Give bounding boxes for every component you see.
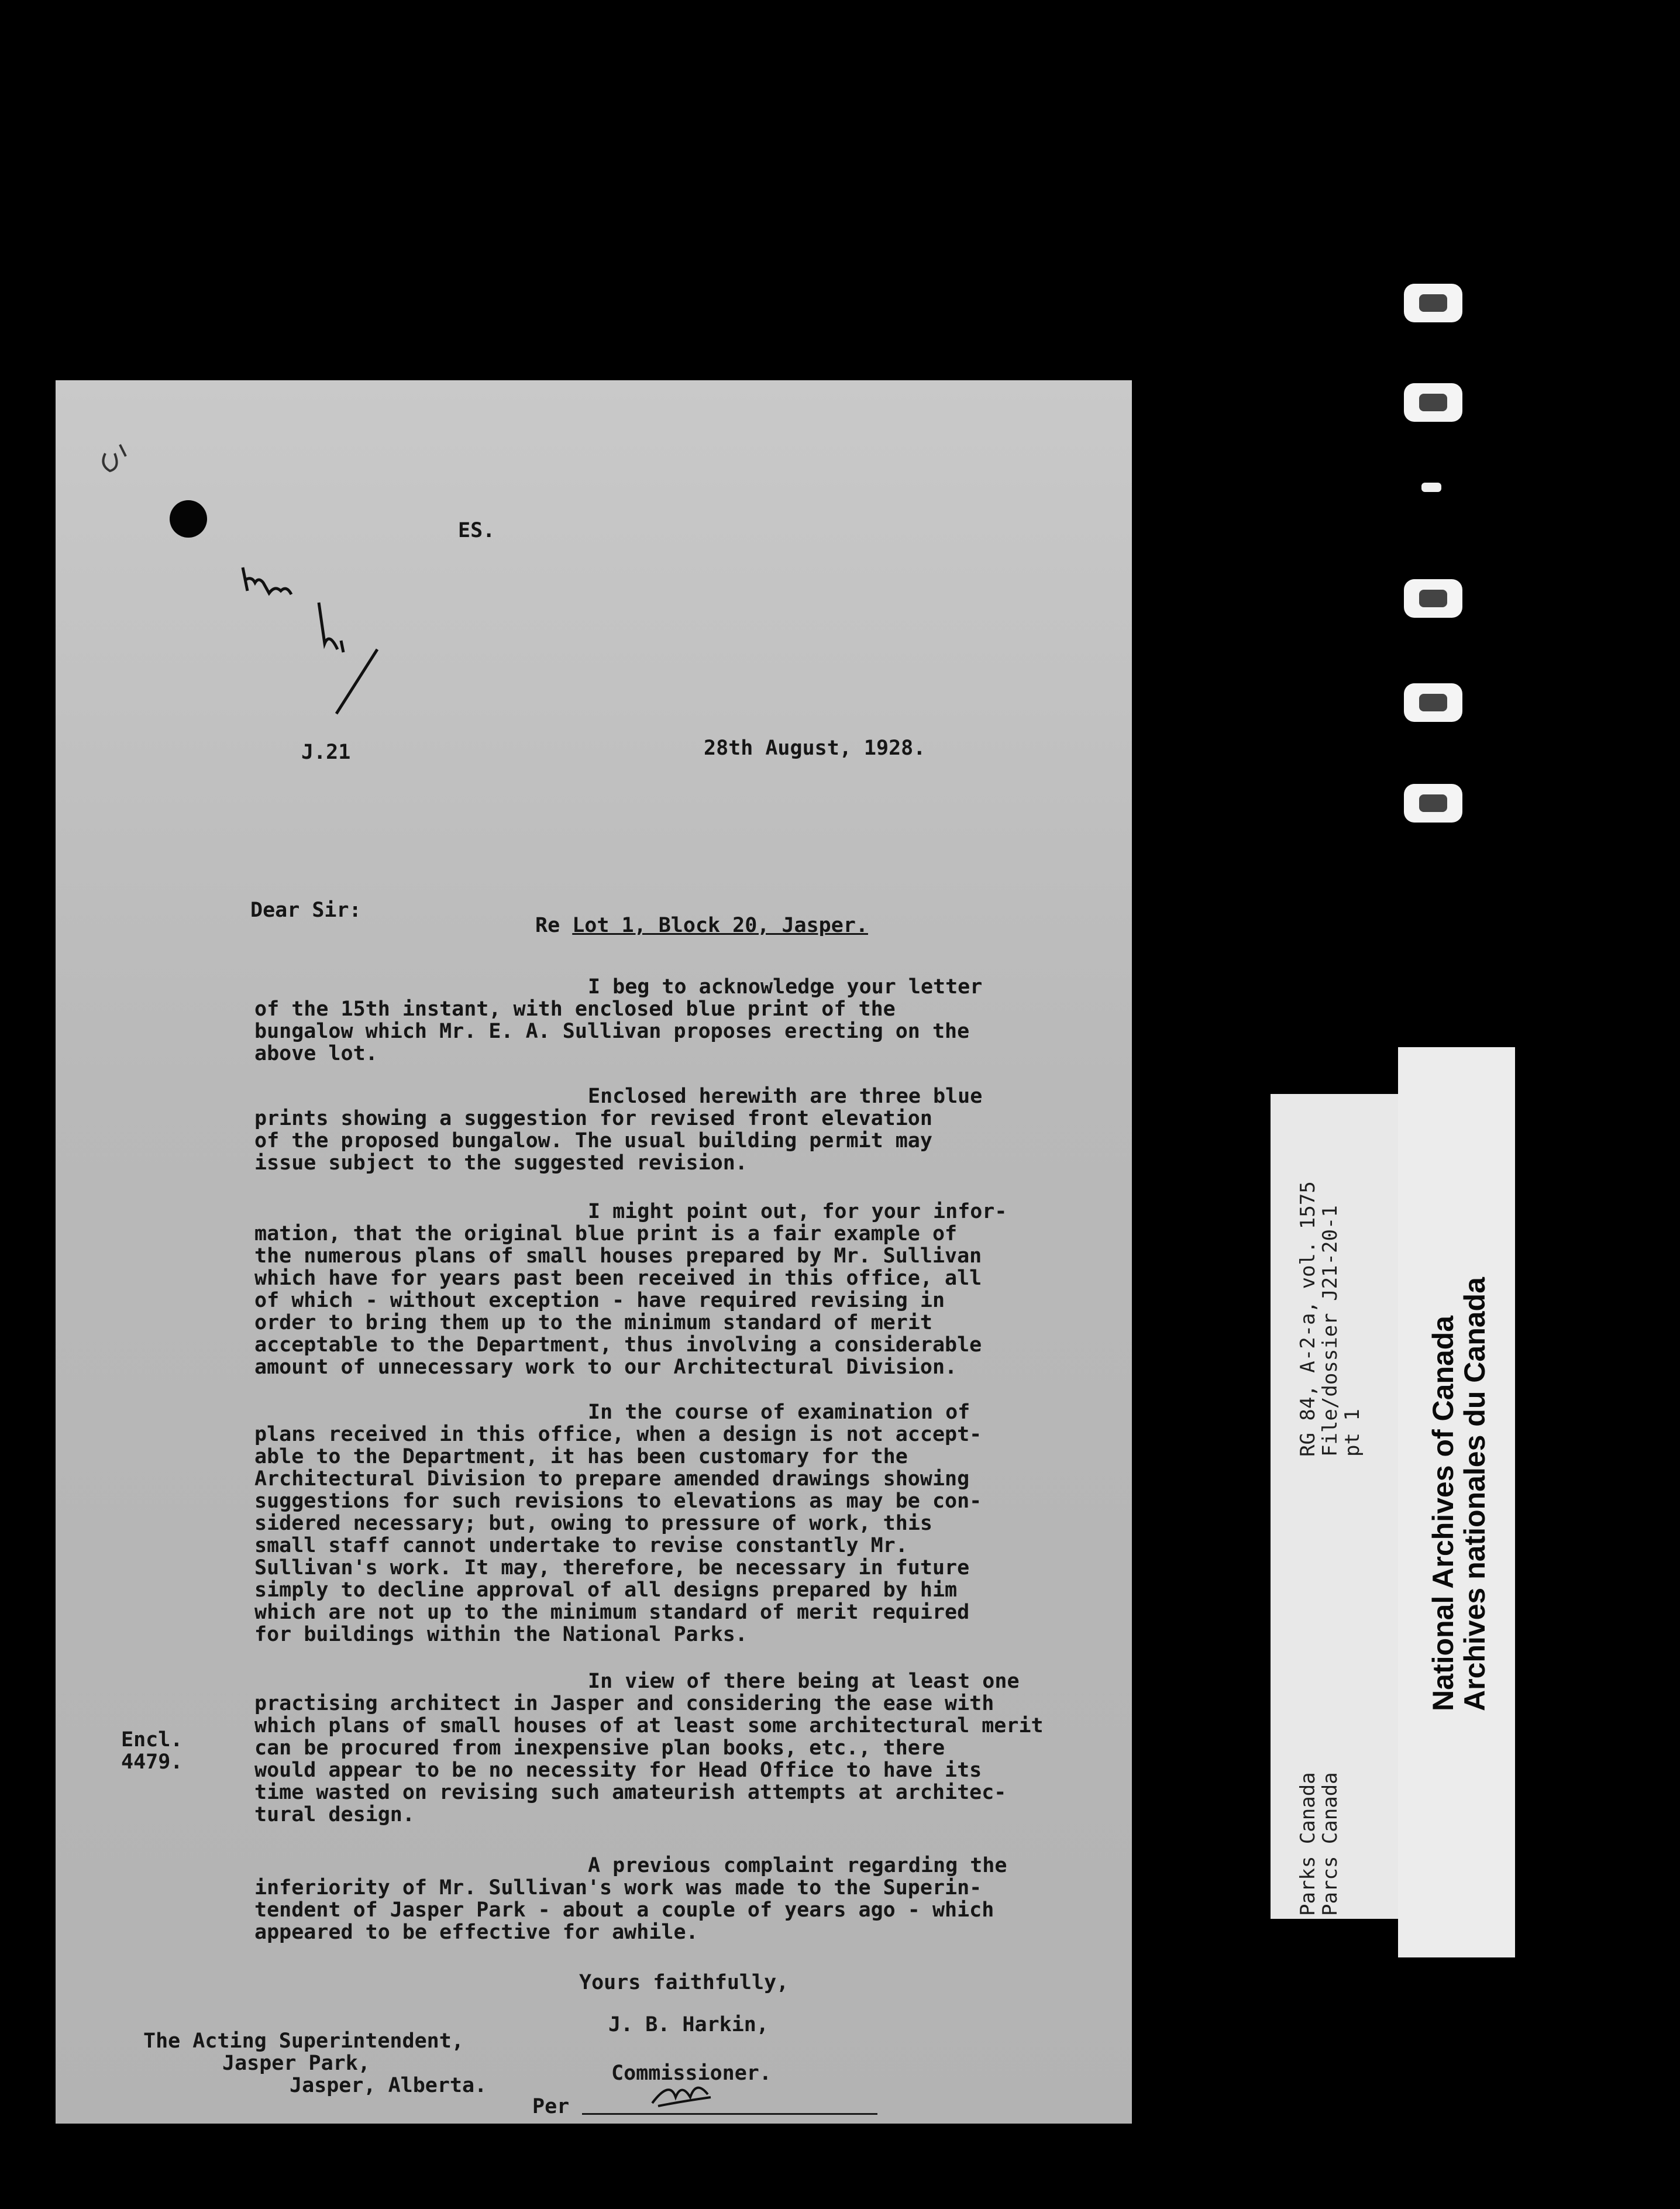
salutation: Dear Sir: bbox=[250, 899, 362, 922]
handwritten-annotations bbox=[56, 380, 465, 790]
paragraph-1: I beg to acknowledge your letter of the 15th instant, with enclosed blue print of the bungalow which Mr. E. A. Sullivan proposes erecting on the above lot. bbox=[254, 975, 983, 1065]
paragraph-2: Enclosed herewith are three blue prints showing a suggestion for revised front elevation of the proposed bungalow. The usual building permit may issue subject to the suggested revision. bbox=[254, 1085, 983, 1175]
letter-date: 28th August, 1928. bbox=[704, 737, 926, 760]
typist-initials: ES. bbox=[458, 519, 495, 542]
film-marker bbox=[1404, 579, 1462, 618]
paragraph-3: I might point out, for your infor- mation, that the original blue print is a fair example of the numerous plans of small houses prepared by Mr. Sullivan which have for years past been received in this office, all of which - without exception - have required revising in order to bring them up to the minimum standard of merit acceptable to the Department, thus involving a considerable amount of unnecessary work to our Architectural Division. bbox=[254, 1200, 1007, 1379]
archive-reference: RG 84, A-2-a, vol. 1575 File/dossier J21-20-1 pt 1 bbox=[1296, 1181, 1364, 1457]
archive-institution: National Archives of Canada Archives nationales du Canada bbox=[1427, 1277, 1491, 1711]
subject-line bbox=[535, 914, 868, 937]
film-marker bbox=[1404, 284, 1462, 322]
enclosure-note: Encl. 4479. bbox=[121, 1728, 183, 1774]
film-marker bbox=[1404, 383, 1462, 422]
addressee-block: The Acting Superintendent, Jasper Park, Jasper, Alberta. bbox=[143, 2029, 487, 2097]
archive-reference-label bbox=[1271, 1094, 1408, 1919]
archive-institution-label bbox=[1398, 1047, 1515, 1957]
letter-page bbox=[56, 380, 1132, 2124]
file-reference: J.21 bbox=[301, 741, 351, 764]
film-marker bbox=[1421, 483, 1441, 492]
paragraph-5: In view of there being at least one practising architect in Jasper and considering the ease with which plans of small houses of at least some architectural merit can be procured from inexpensive plan books, etc., there would appear to be no necessity for Head Office to have its time wasted on revising such amateurish attempts at architec- tural design. bbox=[254, 1670, 1044, 1826]
per-label: Per bbox=[532, 2095, 570, 2118]
subject-text: Lot 1, Block 20, Jasper. bbox=[572, 914, 868, 937]
handwritten-initials bbox=[646, 2074, 722, 2115]
subject-prefix: Re bbox=[535, 914, 560, 937]
signer-title: Commissioner. bbox=[611, 2062, 772, 2085]
paragraph-6: A previous complaint regarding the inferiority of Mr. Sullivan's work was made to the Superin- tendent of Jasper Park - about a couple of years ago - which appeared to be effective for awhile. bbox=[254, 1854, 1007, 1944]
signer-name: J. B. Harkin, bbox=[608, 2013, 769, 2036]
signature-line bbox=[582, 2113, 877, 2115]
closing: Yours faithfully, bbox=[579, 1971, 789, 1994]
film-marker bbox=[1404, 784, 1462, 823]
film-marker bbox=[1404, 683, 1462, 722]
paragraph-4: In the course of examination of plans received in this office, when a design is not accept- able to the Department, it has been customary for the Architectural Division to prepare amended drawings showing suggestions for such revisions to elevations as may be con- sidered necessary; but, owing to pressure of work, this small staff cannot undertake to revise constantly Mr. Sullivan's work. It may, therefore, be necessary in future simply to decline approval of all designs prepared by him which are not up to the minimum standard of merit required for buildings within the National Parks. bbox=[254, 1401, 982, 1646]
archive-source: Parks Canada Parcs Canada bbox=[1296, 1772, 1342, 1916]
